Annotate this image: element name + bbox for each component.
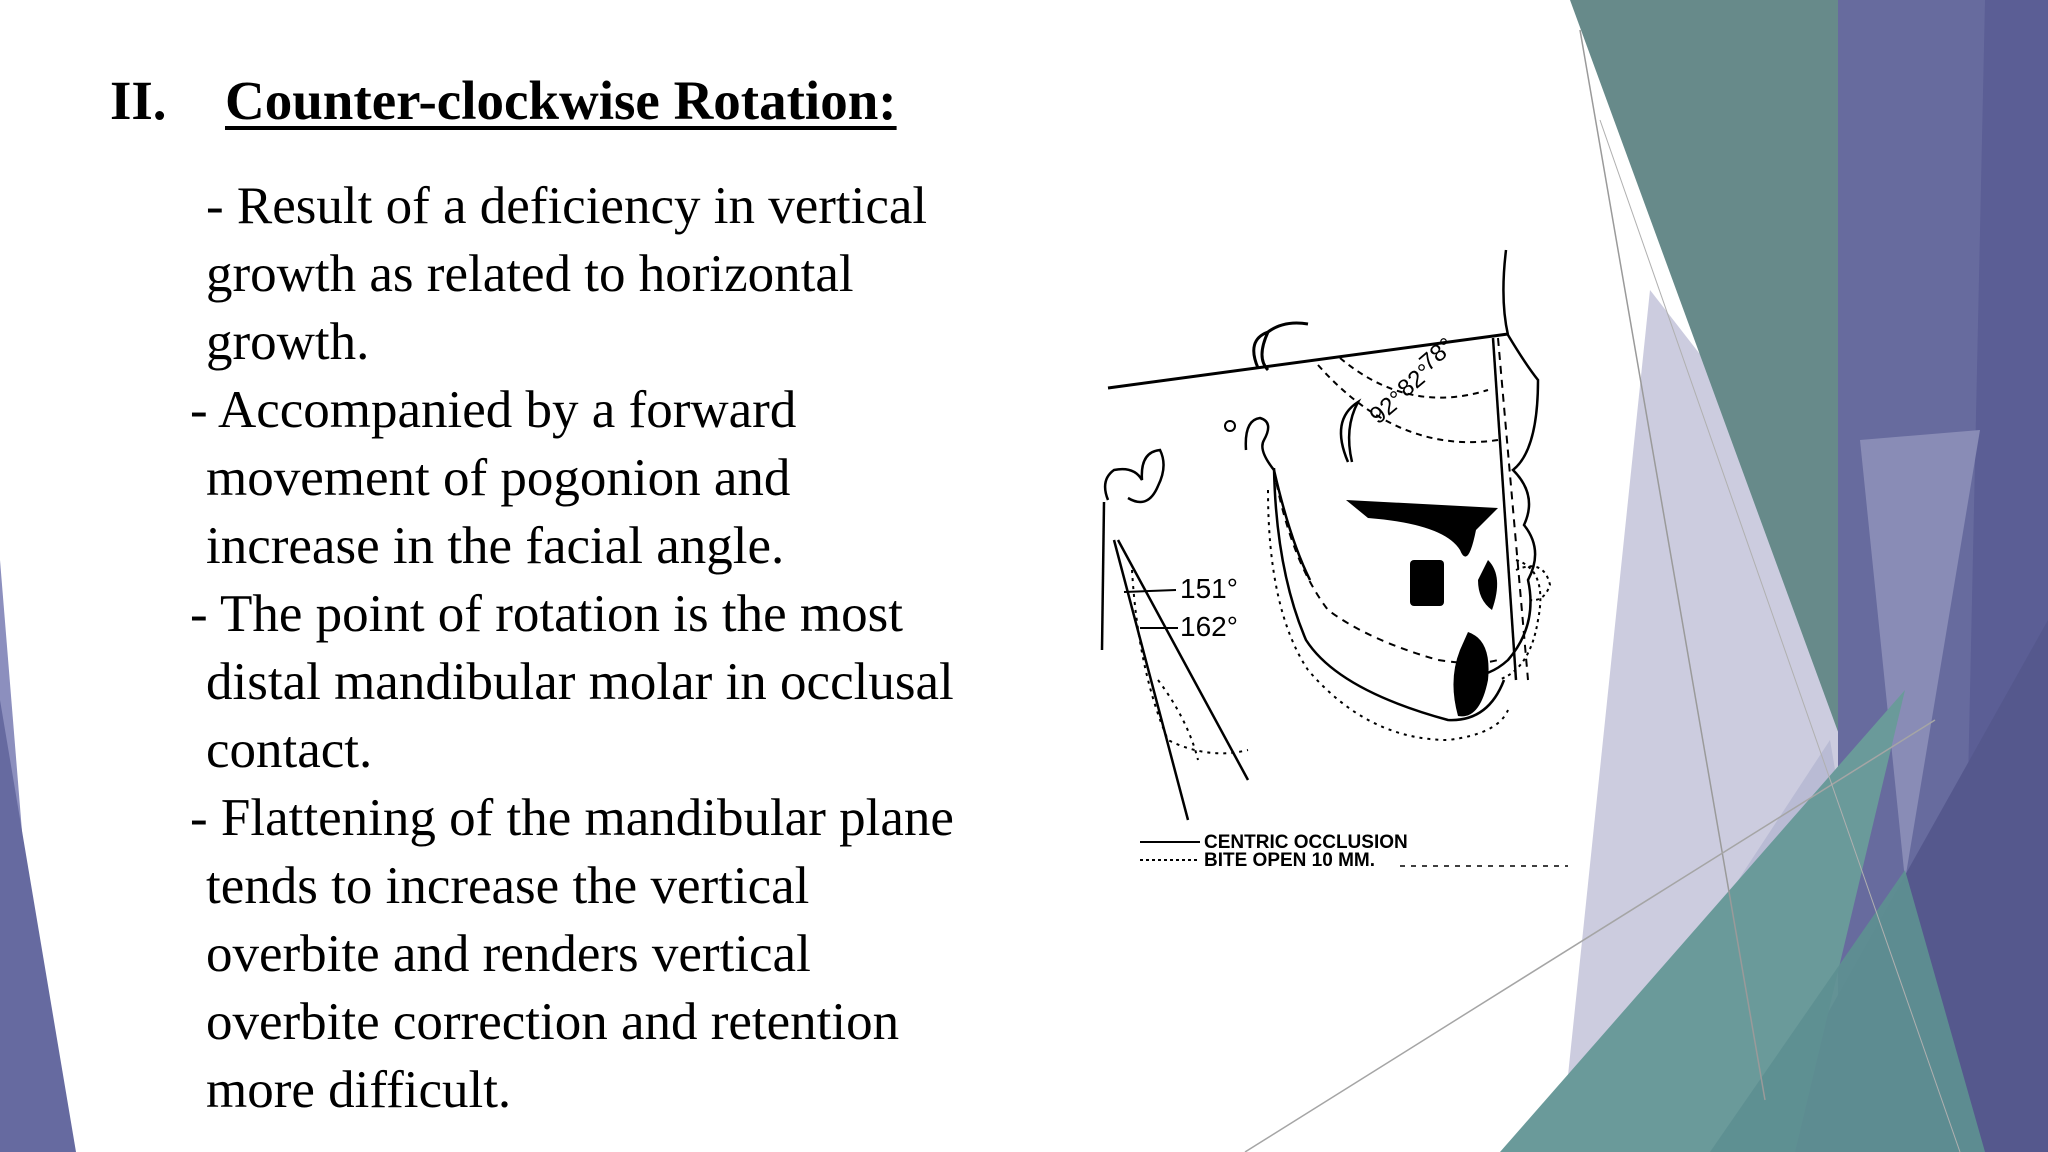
palate-shape [1346, 500, 1498, 557]
symphysis-shape [1453, 632, 1488, 716]
orbit-outline [1341, 402, 1358, 462]
text-line: - Result of a deficiency in vertical [206, 177, 928, 235]
legend-bite-open: BITE OPEN 10 MM. [1204, 850, 1376, 871]
text-line: - Flattening of the mandibular plane [190, 789, 954, 847]
text-line: overbite correction and retention [206, 993, 900, 1051]
soft-tissue-profile [1458, 250, 1538, 677]
posterior-line-2 [1114, 540, 1188, 820]
angle-label-151: 151° [1180, 573, 1238, 604]
angle-label-162: 162° [1180, 611, 1238, 642]
text-line: contact. [206, 721, 373, 779]
text-line: distal mandibular molar in occlusal [206, 653, 954, 711]
text-line: - Accompanied by a forward [190, 381, 797, 439]
text-line: growth as related to horizontal [206, 245, 854, 303]
mandible-dashed-outline [1274, 470, 1498, 663]
posterior-line-1 [1102, 502, 1104, 650]
cephalometric-tracing-figure [1068, 240, 1588, 880]
cervical-outline [1105, 450, 1163, 502]
text-line: more difficult. [206, 1061, 512, 1119]
text-line: tends to increase the vertical [206, 857, 810, 915]
text-line: movement of pogonion and [206, 449, 791, 507]
gonial-pointer-151 [1124, 590, 1176, 592]
molar-block [1410, 560, 1444, 606]
text-line: growth. [206, 313, 370, 371]
heading-title: Counter-clockwise Rotation: [225, 70, 897, 131]
text-line: increase in the facial angle. [206, 517, 785, 575]
angle-label-82: 82° [1392, 358, 1438, 403]
legend-centric-occlusion: CENTRIC OCCLUSION [1204, 832, 1408, 853]
body-text [190, 172, 1086, 1124]
porion-point [1225, 421, 1235, 431]
posterior-line-dotted-2 [1158, 680, 1198, 760]
heading-number: II. [110, 70, 167, 131]
slide-heading [110, 68, 897, 134]
condyle-outline [1246, 418, 1310, 580]
incisor-upper [1478, 560, 1497, 610]
text-line: - The point of rotation is the most [190, 585, 903, 643]
angle-label-92: 92° [1364, 385, 1410, 430]
text-line: overbite and renders vertical [206, 925, 811, 983]
angle-label-78: 78° [1414, 332, 1460, 377]
